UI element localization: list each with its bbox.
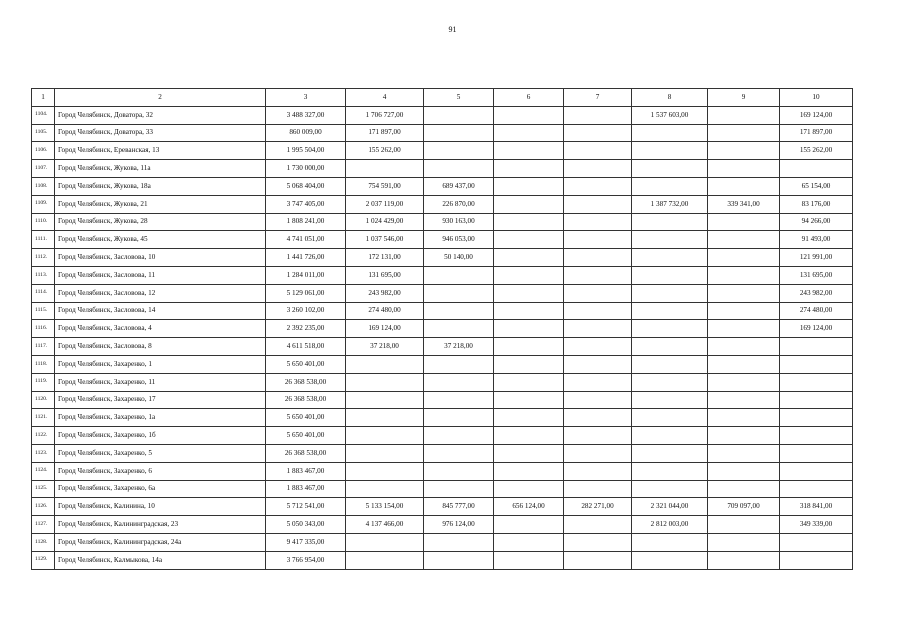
row-number-cell: 1107. — [32, 160, 55, 178]
col-7-cell — [564, 160, 632, 178]
col-6-cell — [494, 462, 564, 480]
row-number-cell: 1122. — [32, 427, 55, 445]
address-cell: Город Челябинск, Жукова, 28 — [55, 213, 266, 231]
table-row — [32, 355, 853, 373]
col-5-cell: 946 053,00 — [424, 231, 494, 249]
row-number-cell: 1125. — [32, 480, 55, 498]
col-7-cell — [564, 213, 632, 231]
table-row — [32, 284, 853, 302]
col-8-cell — [632, 338, 708, 356]
col-9-cell — [708, 462, 780, 480]
col-6-cell — [494, 160, 564, 178]
address-cell: Город Челябинск, Засловова, 10 — [55, 249, 266, 267]
col-4-cell — [346, 373, 424, 391]
col-9-cell — [708, 391, 780, 409]
col-3-cell: 5 650 401,00 — [266, 355, 346, 373]
col-4-cell — [346, 409, 424, 427]
col-10-cell: 349 339,00 — [780, 516, 853, 534]
col-7-cell — [564, 551, 632, 569]
col-8-cell — [632, 373, 708, 391]
col-7-cell — [564, 302, 632, 320]
col-5-cell — [424, 551, 494, 569]
table-row — [32, 480, 853, 498]
header-cell: 4 — [346, 89, 424, 107]
col-7-cell — [564, 249, 632, 267]
col-3-cell: 26 368 538,00 — [266, 391, 346, 409]
col-8-cell — [632, 213, 708, 231]
col-3-cell: 1 284 011,00 — [266, 266, 346, 284]
header-cell: 10 — [780, 89, 853, 107]
col-6-cell — [494, 444, 564, 462]
col-3-cell: 3 766 954,00 — [266, 551, 346, 569]
col-7-cell — [564, 320, 632, 338]
col-5-cell — [424, 373, 494, 391]
col-3-cell: 5 068 404,00 — [266, 177, 346, 195]
col-6-cell — [494, 213, 564, 231]
row-number-cell: 1116. — [32, 320, 55, 338]
col-10-cell: 318 841,00 — [780, 498, 853, 516]
col-10-cell — [780, 355, 853, 373]
col-3-cell: 9 417 335,00 — [266, 533, 346, 551]
col-5-cell: 37 218,00 — [424, 338, 494, 356]
row-number-cell: 1106. — [32, 142, 55, 160]
col-6-cell — [494, 320, 564, 338]
col-3-cell: 4 611 518,00 — [266, 338, 346, 356]
col-6-cell — [494, 284, 564, 302]
header-cell: 8 — [632, 89, 708, 107]
table-row — [32, 302, 853, 320]
col-3-cell: 4 741 051,00 — [266, 231, 346, 249]
col-3-cell: 26 368 538,00 — [266, 444, 346, 462]
col-4-cell — [346, 160, 424, 178]
col-7-cell — [564, 409, 632, 427]
col-9-cell — [708, 284, 780, 302]
col-3-cell: 1 883 467,00 — [266, 480, 346, 498]
col-10-cell: 91 493,00 — [780, 231, 853, 249]
address-cell: Город Челябинск, Захаренко, 1б — [55, 427, 266, 445]
col-4-cell — [346, 462, 424, 480]
table-row — [32, 124, 853, 142]
row-number-cell: 1104. — [32, 106, 55, 124]
row-number-cell: 1111. — [32, 231, 55, 249]
col-9-cell — [708, 320, 780, 338]
col-5-cell — [424, 355, 494, 373]
col-7-cell — [564, 231, 632, 249]
row-number-cell: 1113. — [32, 266, 55, 284]
col-4-cell — [346, 444, 424, 462]
table-row — [32, 177, 853, 195]
col-5-cell — [424, 427, 494, 445]
address-cell: Город Челябинск, Жукова, 45 — [55, 231, 266, 249]
col-10-cell: 94 266,00 — [780, 213, 853, 231]
col-10-cell — [780, 391, 853, 409]
table-row — [32, 533, 853, 551]
col-9-cell — [708, 124, 780, 142]
col-7-cell — [564, 373, 632, 391]
header-cell: 5 — [424, 89, 494, 107]
row-number-cell: 1117. — [32, 338, 55, 356]
col-7-cell — [564, 444, 632, 462]
col-8-cell — [632, 249, 708, 267]
col-6-cell — [494, 391, 564, 409]
col-10-cell: 65 154,00 — [780, 177, 853, 195]
col-6-cell — [494, 355, 564, 373]
address-cell: Город Челябинск, Захаренко, 6а — [55, 480, 266, 498]
col-5-cell — [424, 124, 494, 142]
table-row — [32, 373, 853, 391]
col-8-cell — [632, 320, 708, 338]
table-header-row — [32, 89, 853, 107]
col-3-cell: 5 712 541,00 — [266, 498, 346, 516]
col-4-cell: 754 591,00 — [346, 177, 424, 195]
table-row — [32, 391, 853, 409]
col-5-cell — [424, 320, 494, 338]
address-cell: Город Челябинск, Жукова, 18а — [55, 177, 266, 195]
col-6-cell — [494, 142, 564, 160]
table-row — [32, 444, 853, 462]
col-10-cell — [780, 373, 853, 391]
col-10-cell — [780, 551, 853, 569]
row-number-cell: 1127. — [32, 516, 55, 534]
row-number-cell: 1109. — [32, 195, 55, 213]
header-cell: 3 — [266, 89, 346, 107]
col-7-cell — [564, 195, 632, 213]
row-number-cell: 1120. — [32, 391, 55, 409]
row-number-cell: 1115. — [32, 302, 55, 320]
header-cell: 2 — [55, 89, 266, 107]
col-9-cell — [708, 409, 780, 427]
col-4-cell: 2 037 119,00 — [346, 195, 424, 213]
address-cell: Город Челябинск, Жукова, 21 — [55, 195, 266, 213]
col-10-cell: 83 176,00 — [780, 195, 853, 213]
col-3-cell: 5 650 401,00 — [266, 427, 346, 445]
col-3-cell: 1 730 000,00 — [266, 160, 346, 178]
col-9-cell — [708, 533, 780, 551]
col-4-cell — [346, 391, 424, 409]
col-7-cell — [564, 516, 632, 534]
col-4-cell: 5 133 154,00 — [346, 498, 424, 516]
col-3-cell: 1 995 504,00 — [266, 142, 346, 160]
table-row — [32, 409, 853, 427]
col-7-cell — [564, 177, 632, 195]
address-cell: Город Челябинск, Захаренко, 1а — [55, 409, 266, 427]
col-5-cell: 930 163,00 — [424, 213, 494, 231]
address-cell: Город Челябинск, Засловова, 8 — [55, 338, 266, 356]
col-6-cell — [494, 302, 564, 320]
col-7-cell — [564, 462, 632, 480]
col-4-cell: 169 124,00 — [346, 320, 424, 338]
col-3-cell: 1 441 726,00 — [266, 249, 346, 267]
address-cell: Город Челябинск, Засловова, 14 — [55, 302, 266, 320]
col-5-cell — [424, 391, 494, 409]
col-5-cell: 845 777,00 — [424, 498, 494, 516]
row-number-cell: 1124. — [32, 462, 55, 480]
col-9-cell — [708, 142, 780, 160]
col-6-cell — [494, 231, 564, 249]
col-7-cell — [564, 142, 632, 160]
col-5-cell: 976 124,00 — [424, 516, 494, 534]
col-6-cell — [494, 409, 564, 427]
col-4-cell: 131 695,00 — [346, 266, 424, 284]
col-8-cell — [632, 177, 708, 195]
address-cell: Город Челябинск, Захаренко, 1 — [55, 355, 266, 373]
col-9-cell — [708, 427, 780, 445]
col-9-cell — [708, 302, 780, 320]
table-row — [32, 160, 853, 178]
row-number-cell: 1129. — [32, 551, 55, 569]
col-4-cell: 4 137 466,00 — [346, 516, 424, 534]
col-9-cell — [708, 231, 780, 249]
col-5-cell: 689 437,00 — [424, 177, 494, 195]
col-4-cell: 37 218,00 — [346, 338, 424, 356]
col-6-cell — [494, 106, 564, 124]
col-5-cell — [424, 462, 494, 480]
address-cell: Город Челябинск, Захаренко, 11 — [55, 373, 266, 391]
col-7-cell — [564, 480, 632, 498]
col-7-cell — [564, 391, 632, 409]
col-6-cell — [494, 373, 564, 391]
col-6-cell — [494, 516, 564, 534]
col-8-cell — [632, 391, 708, 409]
table-row — [32, 249, 853, 267]
col-10-cell — [780, 160, 853, 178]
col-7-cell — [564, 427, 632, 445]
address-cell: Город Челябинск, Засловова, 11 — [55, 266, 266, 284]
address-cell: Город Челябинск, Захаренко, 17 — [55, 391, 266, 409]
col-8-cell: 2 321 044,00 — [632, 498, 708, 516]
col-10-cell: 171 897,00 — [780, 124, 853, 142]
address-cell: Город Челябинск, Засловова, 12 — [55, 284, 266, 302]
col-7-cell — [564, 124, 632, 142]
col-9-cell — [708, 338, 780, 356]
col-8-cell — [632, 124, 708, 142]
col-9-cell — [708, 177, 780, 195]
col-8-cell — [632, 480, 708, 498]
col-6-cell — [494, 195, 564, 213]
row-number-cell: 1110. — [32, 213, 55, 231]
col-9-cell — [708, 444, 780, 462]
col-4-cell: 1 037 546,00 — [346, 231, 424, 249]
col-5-cell — [424, 444, 494, 462]
col-10-cell — [780, 338, 853, 356]
col-3-cell: 3 488 327,00 — [266, 106, 346, 124]
table-row — [32, 427, 853, 445]
col-5-cell: 50 140,00 — [424, 249, 494, 267]
col-9-cell: 709 097,00 — [708, 498, 780, 516]
col-8-cell — [632, 284, 708, 302]
col-8-cell — [632, 444, 708, 462]
table-row — [32, 195, 853, 213]
table-row — [32, 338, 853, 356]
data-table — [31, 88, 853, 570]
col-3-cell: 3 260 102,00 — [266, 302, 346, 320]
col-7-cell — [564, 106, 632, 124]
col-4-cell: 155 262,00 — [346, 142, 424, 160]
col-6-cell: 656 124,00 — [494, 498, 564, 516]
col-4-cell: 274 480,00 — [346, 302, 424, 320]
table-row — [32, 106, 853, 124]
col-5-cell — [424, 266, 494, 284]
col-3-cell: 26 368 538,00 — [266, 373, 346, 391]
table-row — [32, 266, 853, 284]
col-3-cell: 1 883 467,00 — [266, 462, 346, 480]
col-7-cell — [564, 533, 632, 551]
col-6-cell — [494, 480, 564, 498]
col-7-cell — [564, 284, 632, 302]
col-10-cell — [780, 444, 853, 462]
col-4-cell — [346, 355, 424, 373]
col-4-cell: 171 897,00 — [346, 124, 424, 142]
row-number-cell: 1114. — [32, 284, 55, 302]
col-8-cell: 1 387 732,00 — [632, 195, 708, 213]
col-8-cell — [632, 355, 708, 373]
address-cell: Город Челябинск, Ереванская, 13 — [55, 142, 266, 160]
col-3-cell: 5 129 061,00 — [266, 284, 346, 302]
col-6-cell — [494, 427, 564, 445]
col-8-cell — [632, 427, 708, 445]
row-number-cell: 1128. — [32, 533, 55, 551]
col-4-cell — [346, 533, 424, 551]
address-cell: Город Челябинск, Калининградская, 24а — [55, 533, 266, 551]
col-8-cell — [632, 160, 708, 178]
col-9-cell — [708, 480, 780, 498]
col-10-cell — [780, 427, 853, 445]
address-cell: Город Челябинск, Калинина, 10 — [55, 498, 266, 516]
col-5-cell — [424, 533, 494, 551]
row-number-cell: 1126. — [32, 498, 55, 516]
col-5-cell — [424, 142, 494, 160]
table-row — [32, 498, 853, 516]
table-row — [32, 320, 853, 338]
row-number-cell: 1105. — [32, 124, 55, 142]
col-10-cell: 155 262,00 — [780, 142, 853, 160]
col-10-cell: 243 982,00 — [780, 284, 853, 302]
col-8-cell — [632, 231, 708, 249]
table-row — [32, 551, 853, 569]
col-9-cell — [708, 160, 780, 178]
table-row — [32, 213, 853, 231]
col-10-cell: 169 124,00 — [780, 320, 853, 338]
col-9-cell — [708, 213, 780, 231]
col-8-cell: 2 812 003,00 — [632, 516, 708, 534]
col-10-cell — [780, 462, 853, 480]
table-row — [32, 516, 853, 534]
col-3-cell: 2 392 235,00 — [266, 320, 346, 338]
col-9-cell — [708, 551, 780, 569]
address-cell: Город Челябинск, Жукова, 11а — [55, 160, 266, 178]
col-3-cell: 5 050 343,00 — [266, 516, 346, 534]
col-6-cell — [494, 249, 564, 267]
row-number-cell: 1112. — [32, 249, 55, 267]
table-row — [32, 231, 853, 249]
col-8-cell: 1 537 603,00 — [632, 106, 708, 124]
col-10-cell — [780, 533, 853, 551]
col-3-cell: 1 808 241,00 — [266, 213, 346, 231]
address-cell: Город Челябинск, Захаренко, 6 — [55, 462, 266, 480]
col-3-cell: 3 747 405,00 — [266, 195, 346, 213]
col-4-cell — [346, 480, 424, 498]
col-9-cell — [708, 266, 780, 284]
col-5-cell — [424, 160, 494, 178]
address-cell: Город Челябинск, Захаренко, 5 — [55, 444, 266, 462]
col-10-cell: 169 124,00 — [780, 106, 853, 124]
col-6-cell — [494, 266, 564, 284]
row-number-cell: 1119. — [32, 373, 55, 391]
header-cell: 7 — [564, 89, 632, 107]
address-cell: Город Челябинск, Доватора, 33 — [55, 124, 266, 142]
col-8-cell — [632, 266, 708, 284]
address-cell: Город Челябинск, Засловова, 4 — [55, 320, 266, 338]
col-8-cell — [632, 142, 708, 160]
col-8-cell — [632, 551, 708, 569]
col-8-cell — [632, 533, 708, 551]
col-4-cell — [346, 551, 424, 569]
col-8-cell — [632, 409, 708, 427]
col-10-cell: 121 991,00 — [780, 249, 853, 267]
col-4-cell: 1 706 727,00 — [346, 106, 424, 124]
col-8-cell — [632, 462, 708, 480]
row-number-cell: 1121. — [32, 409, 55, 427]
row-number-cell: 1108. — [32, 177, 55, 195]
col-8-cell — [632, 302, 708, 320]
address-cell: Город Челябинск, Калининградская, 23 — [55, 516, 266, 534]
row-number-cell: 1123. — [32, 444, 55, 462]
table-row — [32, 142, 853, 160]
col-5-cell — [424, 284, 494, 302]
col-10-cell: 274 480,00 — [780, 302, 853, 320]
col-6-cell — [494, 533, 564, 551]
col-6-cell — [494, 124, 564, 142]
col-3-cell: 860 009,00 — [266, 124, 346, 142]
col-9-cell: 339 341,00 — [708, 195, 780, 213]
col-3-cell: 5 650 401,00 — [266, 409, 346, 427]
address-cell: Город Челябинск, Калмыкова, 14а — [55, 551, 266, 569]
col-10-cell — [780, 480, 853, 498]
col-5-cell: 226 870,00 — [424, 195, 494, 213]
col-7-cell — [564, 338, 632, 356]
table-row — [32, 462, 853, 480]
col-4-cell — [346, 427, 424, 445]
col-7-cell — [564, 355, 632, 373]
col-4-cell: 172 131,00 — [346, 249, 424, 267]
col-9-cell — [708, 106, 780, 124]
header-cell: 9 — [708, 89, 780, 107]
col-6-cell — [494, 177, 564, 195]
col-5-cell — [424, 302, 494, 320]
col-10-cell — [780, 409, 853, 427]
col-5-cell — [424, 480, 494, 498]
col-6-cell — [494, 551, 564, 569]
col-10-cell: 131 695,00 — [780, 266, 853, 284]
col-7-cell: 282 271,00 — [564, 498, 632, 516]
col-9-cell — [708, 373, 780, 391]
row-number-cell: 1118. — [32, 355, 55, 373]
header-cell: 6 — [494, 89, 564, 107]
col-4-cell: 243 982,00 — [346, 284, 424, 302]
address-cell: Город Челябинск, Доватора, 32 — [55, 106, 266, 124]
col-7-cell — [564, 266, 632, 284]
header-cell: 1 — [32, 89, 55, 107]
col-9-cell — [708, 355, 780, 373]
col-9-cell — [708, 516, 780, 534]
col-6-cell — [494, 338, 564, 356]
col-5-cell — [424, 106, 494, 124]
page-number: 91 — [448, 25, 457, 34]
col-9-cell — [708, 249, 780, 267]
col-4-cell: 1 024 429,00 — [346, 213, 424, 231]
col-5-cell — [424, 409, 494, 427]
